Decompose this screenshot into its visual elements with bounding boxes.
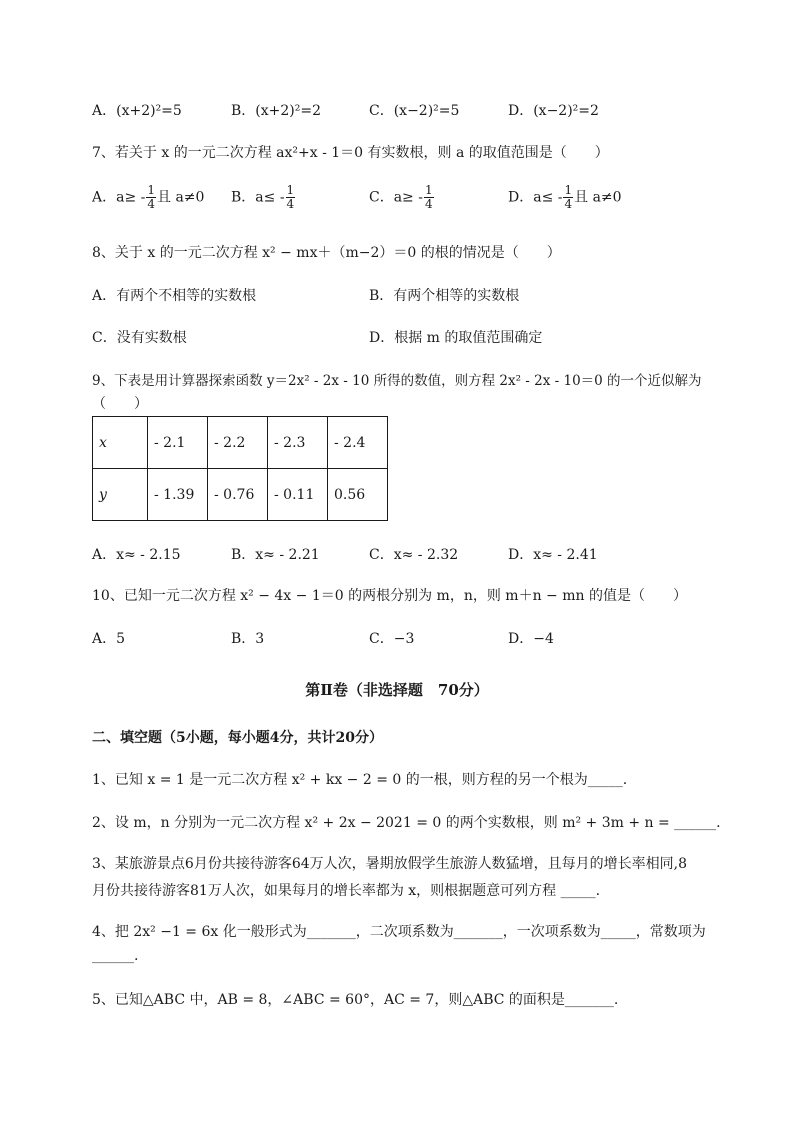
fill-question-4: 4、把 2x² −1 = 6x 化一般形式为_______，二次项系数为_______，一次项系数为_____，常数项为 bbox=[92, 924, 706, 940]
q8-option-a: A．有两个不相等的实数根 bbox=[92, 288, 257, 304]
table-cell: 0.56 bbox=[328, 469, 388, 521]
fill-question-4-cont: ______. bbox=[92, 948, 139, 964]
values-table bbox=[92, 416, 388, 521]
q10-option-d: D．−4 bbox=[508, 631, 554, 647]
q8-option-c: C．没有实数根 bbox=[92, 330, 187, 346]
table-header-y: y bbox=[93, 469, 148, 521]
fraction: $\frac{1}{4}$ bbox=[424, 183, 433, 211]
q10-option-a: A．5 bbox=[92, 631, 126, 647]
q9-option-c: C．x≈ - 2.32 bbox=[369, 547, 459, 563]
q8-option-d: D．根据 m 的取值范围确定 bbox=[369, 330, 543, 346]
table-cell: - 1.39 bbox=[148, 469, 208, 521]
table-cell: - 2.3 bbox=[268, 417, 328, 469]
q7-stem: 7、若关于 x 的一元二次方程 ax²+x - 1＝0 有实数根，则 a 的取值范围是（ ） bbox=[92, 145, 609, 161]
part2-heading: 第Ⅱ卷（非选择题 70分） bbox=[305, 681, 489, 699]
table-row bbox=[93, 417, 388, 469]
q9-stem-cont: （ ） bbox=[92, 396, 148, 412]
table-row bbox=[93, 469, 388, 521]
q6-option-d: D．(x−2)²=2 bbox=[508, 103, 599, 119]
q7-option-d: D．a≤ - $\frac{1}{4}$ 且 a≠0 bbox=[508, 183, 622, 211]
fill-question-5: 5、已知△ABC 中，AB = 8，∠ABC = 60°，AC = 7，则△ABC 的面积是_______. bbox=[92, 992, 619, 1008]
fraction: $\frac{1}{4}$ bbox=[147, 183, 156, 211]
q6-option-c: C．(x−2)²=5 bbox=[369, 103, 460, 119]
table-cell: - 2.2 bbox=[208, 417, 268, 469]
q7-option-a: A．a≥ - $\frac{1}{4}$ 且 a≠0 bbox=[92, 183, 205, 211]
q9-option-a: A．x≈ - 2.15 bbox=[92, 547, 181, 563]
fill-question-3: 3、某旅游景点6月份共接待游客64万人次，暑期放假学生旅游人数猛增，且每月的增长率相同,8 bbox=[92, 856, 687, 872]
table-cell: - 0.11 bbox=[268, 469, 328, 521]
fill-question-1: 1、已知 x = 1 是一元二次方程 x² + kx − 2 = 0 的一根，则方程的另一个根为_____. bbox=[92, 772, 628, 788]
table-header-x: x bbox=[93, 417, 148, 469]
q8-option-b: B．有两个相等的实数根 bbox=[369, 288, 520, 304]
q9-option-d: D．x≈ - 2.41 bbox=[508, 547, 598, 563]
q10-stem: 10、已知一元二次方程 x² − 4x − 1＝0 的两根分别为 m，n，则 m＋n − mn 的值是（ ） bbox=[92, 588, 687, 604]
fraction: $\frac{1}{4}$ bbox=[564, 183, 573, 211]
fill-question-2: 2、设 m，n 分别为一元二次方程 x² + 2x − 2021 = 0 的两个实数根，则 m² + 3m + n = ______. bbox=[92, 815, 721, 831]
section-title: 二、填空题（5小题，每小题4分，共计20分） bbox=[92, 730, 383, 746]
q8-stem: 8、关于 x 的一元二次方程 x² − mx＋（m−2）＝0 的根的情况是（ ） bbox=[92, 245, 561, 261]
q6-option-b: B．(x+2)²=2 bbox=[231, 103, 321, 119]
q9-option-b: B．x≈ - 2.21 bbox=[231, 547, 320, 563]
q7-option-b: B．a≤ - $\frac{1}{4}$ bbox=[231, 183, 295, 211]
fill-question-3-cont: 月份共接待游客81万人次，如果每月的增长率都为 x，则根据题意可列方程 _____. bbox=[92, 883, 601, 899]
q10-option-c: C．−3 bbox=[369, 631, 415, 647]
q10-option-b: B．3 bbox=[231, 631, 265, 647]
table-cell: - 2.4 bbox=[328, 417, 388, 469]
table-cell: - 0.76 bbox=[208, 469, 268, 521]
q7-option-c: C．a≥ - $\frac{1}{4}$ bbox=[369, 183, 433, 211]
q6-option-a: A．(x+2)²=5 bbox=[92, 103, 182, 119]
table-cell: - 2.1 bbox=[148, 417, 208, 469]
q9-stem: 9、下表是用计算器探索函数 y＝2x² - 2x - 10 所得的数值，则方程 2x² - 2x - 10＝0 的一个近似解为 bbox=[92, 373, 702, 389]
fraction: $\frac{1}{4}$ bbox=[286, 183, 295, 211]
